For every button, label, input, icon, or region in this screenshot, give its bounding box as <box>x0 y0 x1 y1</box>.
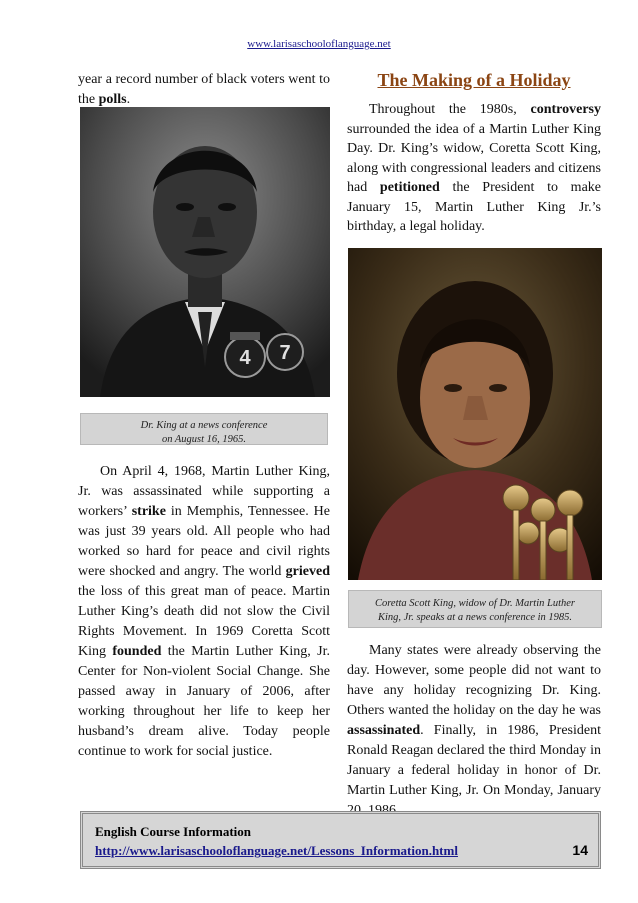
coretta-photo-caption <box>348 590 602 628</box>
p2-text-b: in Memphis, Tennessee. He was just 39 years old. All people who had worked so hard for peace and civil rights were shocked and angry. The world <box>78 504 330 579</box>
p2-text-c: the loss of this great man of peace. Martin Luther King’s death did not slow the Civil Rights Movement. In 1969 Coretta Scott King <box>78 584 330 659</box>
coretta-portrait-illustration <box>348 248 602 580</box>
svg-text:4: 4 <box>239 347 251 369</box>
section-heading: The Making of a Holiday <box>377 70 571 90</box>
coretta-caption-line2: King, Jr. speaks at a news conference in 1985. <box>377 612 573 623</box>
lessons-info-link[interactable]: http://www.larisaschooloflanguage.net/Lessons_Information.html <box>95 843 458 858</box>
coretta-caption-line1: Coretta Scott King, widow of Dr. Martin Luther <box>374 598 575 609</box>
reagan-text-b: . Finally, in 1986, President Ronald Reagan declared the third Monday in January a federal holiday in honor of Dr. Martin Luther King, Jr. On Monday, January <box>347 723 601 798</box>
svg-text:7: 7 <box>279 342 291 364</box>
holiday-text-c: the President to make January 15, Martin Luther King Jr.’s birthday, a legal holiday. <box>347 180 602 234</box>
page-number: 14 <box>572 842 588 858</box>
reagan-paragraph <box>347 641 601 821</box>
assassination-paragraph <box>78 462 330 762</box>
intro-text <box>78 70 330 109</box>
founded-term: founded <box>112 644 162 659</box>
king-caption-line1: Dr. King at a news conference <box>140 420 268 431</box>
holiday-text-a: Throughout the 1980s, <box>369 102 531 117</box>
intro-text-pre: year a record number of black voters went to the <box>78 72 330 107</box>
holiday-text-b: surrounded the idea of a Martin Luther King Day. Dr. King’s widow, Coretta Scott King, along with congressional leaders and citizens had <box>347 121 601 195</box>
course-info-footer <box>80 811 601 869</box>
intro-text-bold: polls <box>98 91 127 107</box>
strike-term: strike <box>131 504 166 519</box>
petitioned-term: petitioned <box>379 180 440 195</box>
king-press-photo <box>80 107 330 397</box>
site-url-header[interactable]: www.larisaschooloflanguage.net <box>247 38 391 50</box>
footer-title: English Course Information <box>95 824 252 839</box>
holiday-paragraph <box>347 100 601 237</box>
controversy-term: controversy <box>530 102 601 117</box>
reagan-text-a: Many states were already observing the day. However, some people did not want to have any holiday recognizing Dr. King. Others wanted the holiday on the day he was <box>347 643 601 718</box>
king-portrait-illustration <box>80 107 330 397</box>
coretta-press-photo <box>348 248 602 580</box>
grieved-term: grieved <box>285 564 330 579</box>
p2-text-d: the Martin Luther King, Jr. Center for Non-violent Social Change. She passed away in January of 2006, after working throughout her life to keep her husband’s dream alive. Today people continue to work for social justice. <box>78 644 330 759</box>
king-caption-line2: on August 16, 1965. <box>161 434 247 445</box>
assassinated-term: assassinated <box>347 723 421 738</box>
intro-text-post: . <box>126 91 131 107</box>
king-photo-caption <box>80 413 328 445</box>
p2-text-a: On April 4, 1968, Martin Luther King, Jr. was assassinated while supporting a workers’ <box>78 464 330 519</box>
